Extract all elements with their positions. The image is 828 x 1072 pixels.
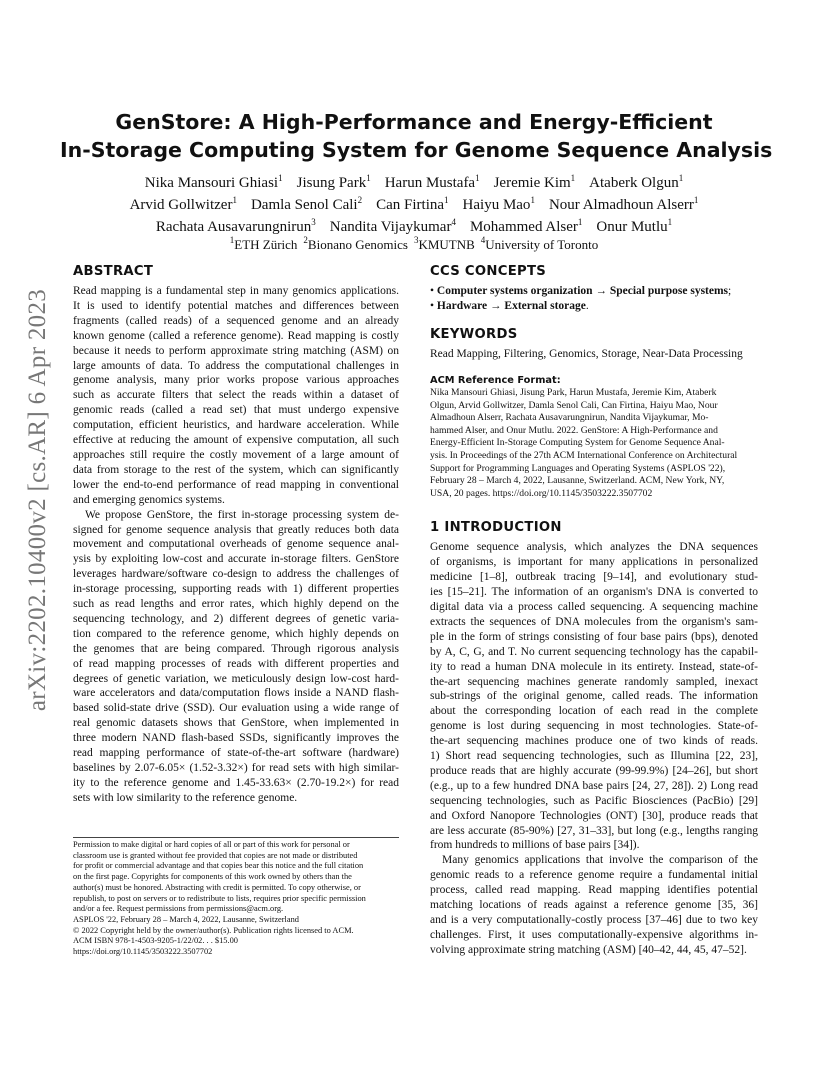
author-name: Can Firtina$^1$ xyxy=(376,195,449,213)
text-line: and/or a fee. Request permissions from permissions@acm.org. xyxy=(73,904,284,914)
keywords-heading: KEYWORDS xyxy=(430,327,518,342)
text-line: republish, to post on servers or to redistribute to lists, requires prior specific permission xyxy=(73,893,366,903)
affiliations xyxy=(60,237,768,253)
author-name: Rachata Ausavarungnirun$^3$ xyxy=(155,217,316,235)
text-line: ACM ISBN 978-1-4503-9205-1/22/02. . . $15.00 xyxy=(73,936,238,946)
text-line: ysis. In Proceedings of the 27th ACM International Conference on Architectural xyxy=(430,449,738,461)
text-line: because it needs to perform approximate string matching (ASM) on xyxy=(73,344,399,357)
title-line-1: GenStore: A High-Performance and Energy-Efficient xyxy=(115,110,713,134)
ccs-heading: CCS CONCEPTS xyxy=(430,264,547,279)
text-line: genomic reads (called a read set) that must undergo expensive xyxy=(73,404,399,417)
text-line: Many genomics applications that involve the comparison of the xyxy=(442,854,758,867)
text-line: We propose GenStore, the first in-storage processing system de- xyxy=(85,508,399,521)
text-line: extracts the sequences of DNA molecules from the organism's sam- xyxy=(430,615,758,628)
author-name: Nandita Vijaykumar$^4$ xyxy=(329,217,456,235)
text-line: data from storage to the rest of the system, which can significantly xyxy=(73,463,399,476)
abstract-heading: ABSTRACT xyxy=(73,264,154,279)
text-line: Almadhoun Alserr, Rachata Ausavarungnirun, Nandita Vijaykumar, Mo- xyxy=(430,412,709,424)
text-line: genomic reads to a reference genome require a fundamental initial xyxy=(430,869,758,882)
text-line: effective at reducing the amount of expensive computation, all such xyxy=(73,434,399,447)
author-row xyxy=(60,194,768,216)
text-line: approaches still require the costly movement of a large amount of xyxy=(73,448,399,461)
text-line: such as accurate filters that select the reads within a dataset of xyxy=(73,389,399,402)
text-line: Genome sequence analysis, which analyzes the DNA sequences xyxy=(430,541,758,554)
text-line: https://doi.org/10.1145/3503222.3507702 xyxy=(73,947,213,957)
text-line: the-art sequencing machines generate randomly sampled, inexact xyxy=(430,675,758,688)
text-line: of read mapping processes of reads with different properties and xyxy=(73,657,399,670)
left-column xyxy=(73,264,399,806)
text-line: sequencing technology, and 2) different degrees of genetic varia- xyxy=(73,612,399,625)
text-line: genome analysis, many prior works propose various approaches xyxy=(73,374,399,387)
right-column xyxy=(430,264,758,958)
author-name: Onur Mutlu$^1$ xyxy=(596,217,673,235)
text-line: read mapping performance of state-of-the-art software (hardware) xyxy=(73,747,399,760)
permission-footnote xyxy=(73,837,399,958)
acm-ref-heading: ACM Reference Format: xyxy=(430,375,561,386)
abstract-paragraph-1 xyxy=(73,284,399,508)
text-line: USA, 20 pages. https://doi.org/10.1145/3503222.3507702 xyxy=(430,487,653,499)
text-line: large amounts of data. To address the computational challenges in xyxy=(73,359,399,372)
text-line: of organisms, is important for many applications in personalized xyxy=(430,556,758,569)
text-line: for profit or commercial advantage and that copies bear this notice and the full citation xyxy=(73,861,364,871)
text-line: the genomes that are being compared. Through rigorous analysis xyxy=(73,642,399,655)
text-line: Support for Programming Languages and Operating Systems (ASPLOS '22), xyxy=(430,462,726,474)
text-line: genome is lost during sequencing in most technologies. State-of- xyxy=(430,720,758,733)
text-line: digital data via a process called sequencing. A sequencing machine xyxy=(430,600,758,613)
text-line: It is used to identify potential matches and differences between xyxy=(73,299,399,312)
text-line: known genome (called a reference genome). Read mapping is costly xyxy=(73,329,399,342)
keywords-text: Read Mapping, Filtering, Genomics, Storage, Near-Data Processing xyxy=(430,348,743,360)
acm-reference xyxy=(430,387,758,500)
text-line: 1) Short read sequencing technologies, such as Illumina [22, 23], xyxy=(430,750,758,763)
text-line: tion compared to the reference genome, which highly depends on xyxy=(73,627,399,640)
text-line: challenges. First, it uses computationally-expensive algorithms in- xyxy=(430,928,758,941)
text-line: from hundreds to millions of base pairs [34]). xyxy=(430,839,640,852)
text-line: three modern NAND flash-based SSDs, significantly improves the xyxy=(73,732,399,745)
text-line: ity to read a human DNA molecule in its entirety. Instead, state-of- xyxy=(430,660,758,673)
text-line: movement and computational overheads of genome sequence anal- xyxy=(73,538,399,551)
author-name: Jeremie Kim$^1$ xyxy=(493,173,576,191)
text-line: Read mapping is a fundamental step in many genomics applications. xyxy=(73,285,399,297)
text-line: sub-strings of the original genome, called reads. The information xyxy=(430,690,758,703)
text-line: ity to the reference genome and 1.45-33.63× (2.70-19.2×) for read xyxy=(73,776,399,789)
title-line-2: In-Storage Computing System for Genome Sequence Analysis xyxy=(60,138,773,162)
text-line: and emerging genomics systems. xyxy=(73,493,225,506)
author-name: Jisung Park$^1$ xyxy=(296,173,371,191)
intro-paragraph-1 xyxy=(430,540,758,853)
intro-paragraph-2 xyxy=(430,853,758,957)
text-line: hammed Alser, and Onur Mutlu. 2022. GenStore: A High-Performance and xyxy=(430,424,718,436)
text-line: about the corresponding location of each read in the complete xyxy=(430,705,758,718)
arxiv-side-label: arXiv:2202.10400v2 [cs.AR] 6 Apr 2023 xyxy=(24,288,51,712)
author-list xyxy=(60,172,768,238)
text-line: Energy-Efficient In-Storage Computing System for Genome Sequence Anal- xyxy=(430,437,725,449)
text-line: ple in the form of strings consisting of four base pairs (bps), denoted xyxy=(430,630,758,643)
text-line: (e.g., up to a few hundred DNA base pairs [24, 27, 28]). 2) Long read xyxy=(430,779,758,792)
text-line: baselines by 2.07-6.05× (1.52-3.32×) for read sets with high similar- xyxy=(73,762,399,774)
author-name: Ataberk Olgun$^1$ xyxy=(589,173,684,191)
text-line: process, called read mapping. Read mapping identifies potential xyxy=(430,884,758,897)
text-line: and Oxford Nanopore Technologies (ONT) [30], produce reads that xyxy=(430,809,758,822)
author-name: Mohammed Alser$^1$ xyxy=(469,217,583,235)
text-line: produce reads that are highly accurate (99-99.9%) [24–26], but short xyxy=(430,764,758,777)
text-line: Nika Mansouri Ghiasi, Jisung Park, Harun Mustafa, Jeremie Kim, Ataberk xyxy=(430,387,717,398)
ccs-concepts xyxy=(430,284,758,314)
author-name: Nika Mansouri Ghiasi$^1$ xyxy=(144,173,283,191)
text-line: ware accelerators and data/computation flows inside a NAND flash- xyxy=(73,687,399,700)
author-name: Damla Senol Cali$^2$ xyxy=(250,195,363,213)
text-line: on the first page. Copyrights for components of this work owned by others than the xyxy=(73,872,352,882)
text-line: based solid-state drive (SSD). Our evaluation using a wide range of xyxy=(73,702,399,715)
text-line: are less accurate (85-90%) [27, 31–33], but long (e.g., lengths ranging xyxy=(430,824,758,837)
ccs-item-2: • Hardware → External storage. xyxy=(430,300,589,312)
author-row xyxy=(60,172,768,194)
affiliation: $^3$KMUTNB xyxy=(413,235,475,252)
text-line: Permission to make digital or hard copies of all or part of this work for personal or xyxy=(73,840,350,849)
text-line: real genomic datasets shows that GenStore, when implemented in xyxy=(73,717,399,730)
affiliation: $^1$ETH Zürich xyxy=(229,235,298,252)
text-line: author(s) must be honored. Abstracting with credit is permitted. To copy otherwise, or xyxy=(73,882,361,892)
text-line: matching locations of reads against a reference genome [35, 36] xyxy=(430,899,758,912)
text-line: classroom use is granted without fee provided that copies are not made or distributed xyxy=(73,850,358,860)
ccs-item-1: • Computer systems organization → Special purpose systems; xyxy=(430,285,732,297)
text-line: ysis by exploiting low-cost and accurate in-storage filters. GenStore xyxy=(73,553,399,566)
affiliation: $^4$University of Toronto xyxy=(480,235,599,252)
text-line: volving approximate string matching (ASM) [40–42, 44, 45, 47–52]. xyxy=(430,943,747,956)
author-name: Nour Almadhoun Alserr$^1$ xyxy=(548,195,699,213)
text-line: lower the end-to-end performance of read mapping in conventional xyxy=(73,478,399,491)
author-name: Arvid Gollwitzer$^1$ xyxy=(129,195,237,213)
text-line: sets with low similarity to the reference genome. xyxy=(73,791,298,804)
text-line: © 2022 Copyright held by the owner/author(s). Publication rights licensed to ACM. xyxy=(73,925,354,935)
text-line: February 28 – March 4, 2022, Lausanne, Switzerland. ACM, New York, NY, xyxy=(430,475,725,487)
text-line: ASPLOS '22, February 28 – March 4, 2022, Lausanne, Switzerland xyxy=(73,914,299,924)
text-line: fragments (called reads) of a sequenced genome and an already xyxy=(73,314,399,327)
text-line: medicine [1–8], outbreak tracing [9–14], and evolutionary stud- xyxy=(430,571,758,584)
abstract-paragraph-2 xyxy=(73,508,399,806)
text-line: degrees of genetic variation, we meticulously design low-cost hard- xyxy=(73,672,399,685)
text-line: computation, efficient heuristics, and hardware acceleration. While xyxy=(73,419,399,432)
author-name: Haiyu Mao$^1$ xyxy=(462,195,535,213)
text-line: by A, C, G, and T. No current sequencing technology has the capabil- xyxy=(430,645,758,658)
text-line: leverages hardware/software co-design to address the challenges of xyxy=(73,568,399,581)
intro-heading: 1 INTRODUCTION xyxy=(430,520,562,536)
text-line: and is a very computationally-costly process [37–46] due to two key xyxy=(430,914,758,926)
text-line: the-art sequencing machines produce one of two kinds of reads. xyxy=(430,735,758,748)
text-line: signed for genome sequence analysis that greatly reduces both data xyxy=(73,523,399,536)
text-line: ies [15–21]. The information of an organism's DNA is converted to xyxy=(430,586,758,599)
text-line: such as read lengths and error rates, which highly depend on the xyxy=(73,598,399,611)
affiliation: $^2$Bionano Genomics xyxy=(303,235,408,252)
text-line: in-storage processing, supporting reads with 1) different properties xyxy=(73,583,399,596)
text-line: sequencing technologies, such as Pacific Biosciences (PacBio) [29] xyxy=(430,794,758,807)
paper-title xyxy=(60,108,773,164)
author-name: Harun Mustafa$^1$ xyxy=(384,173,480,191)
text-line: Olgun, Arvid Gollwitzer, Damla Senol Cali, Can Firtina, Haiyu Mao, Nour xyxy=(430,399,718,411)
